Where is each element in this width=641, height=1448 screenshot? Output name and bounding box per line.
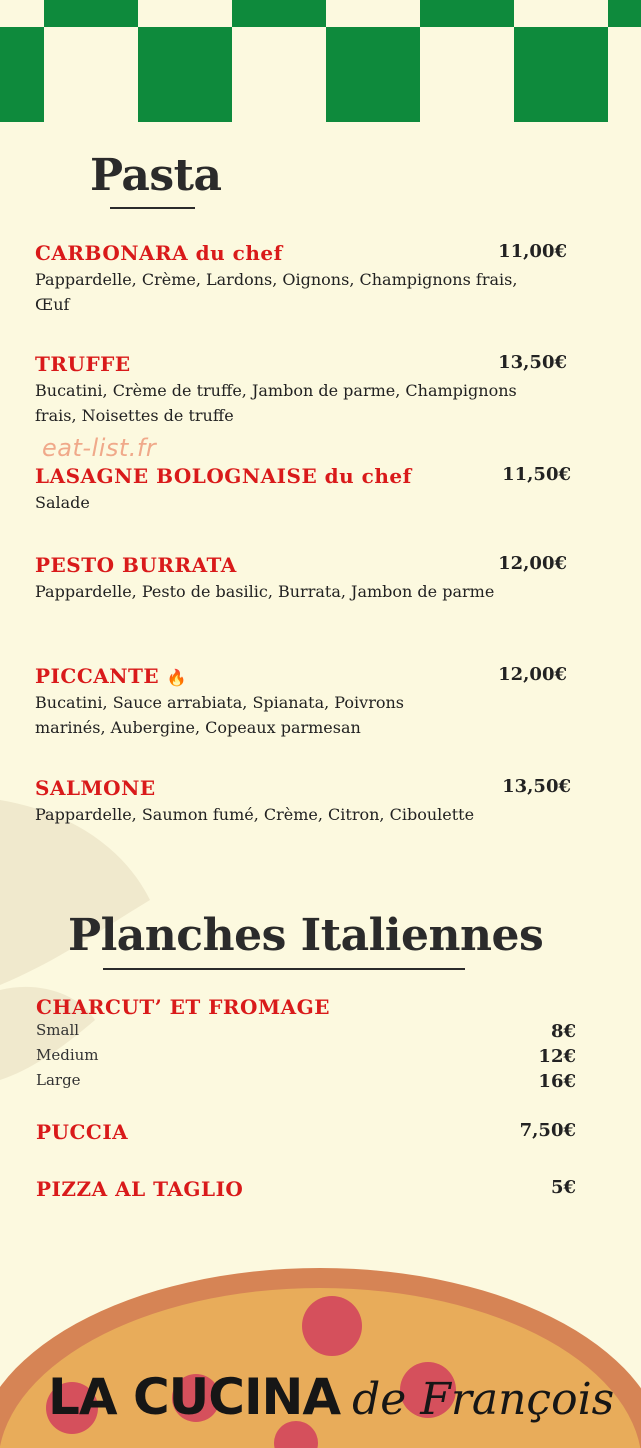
list-item [36, 1071, 576, 1096]
dish-price: 11,50€ [502, 464, 571, 485]
brand-name: LA CUCINA [48, 1368, 341, 1426]
pasta-title-underline [110, 207, 195, 209]
size-price-list [36, 1021, 576, 1096]
dish-price: 7,50€ [519, 1120, 576, 1141]
pasta-section-title: Pasta [90, 150, 222, 201]
dish-price: 5€ [550, 1177, 576, 1198]
dish-name: PESTO BURRATA [35, 553, 237, 577]
size-price: 8€ [550, 1021, 576, 1042]
list-item [36, 1021, 576, 1046]
dish-price: 12,00€ [498, 664, 567, 685]
checkered-header [0, 0, 641, 122]
size-price: 16€ [538, 1071, 576, 1092]
size-price: 12€ [538, 1046, 576, 1067]
flame-icon: 🔥 [166, 668, 188, 687]
dish-name: PUCCIA [36, 1120, 129, 1144]
dish-price: 13,50€ [502, 776, 571, 797]
dish-name-text: PICCANTE [35, 664, 160, 688]
dish-name: PIZZA AL TAGLIO [36, 1177, 244, 1201]
size-label: Small [36, 1021, 80, 1039]
brand-script: de François [352, 1374, 615, 1425]
size-label: Large [36, 1071, 81, 1089]
dish-price: 11,00€ [498, 241, 567, 262]
dish-description: Pappardelle, Pesto de basilic, Burrata, Jambon de parme [35, 582, 495, 601]
dish-description: Pappardelle, Crème, Lardons, Oignons, Champignons frais, Œuf [35, 270, 518, 314]
restaurant-logo [48, 1368, 614, 1426]
dish-description: Bucatini, Crème de truffe, Jambon de parme, Champignons frais, Noisettes de truffe [35, 381, 517, 425]
watermark-text: eat-list.fr [42, 434, 157, 462]
dish-name: CHARCUT’ ET FROMAGE [36, 995, 330, 1019]
dish-description: Pappardelle, Saumon fumé, Crème, Citron, Ciboulette [35, 805, 475, 824]
dish-name: CARBONARA du chef [35, 241, 283, 265]
planches-section-title: Planches Italiennes [68, 910, 544, 961]
dish-description: Bucatini, Sauce arrabiata, Spianata, Poivrons marinés, Aubergine, Copeaux parmesan [35, 693, 404, 737]
dish-name: SALMONE [35, 776, 156, 800]
dish-name: TRUFFE [35, 352, 131, 376]
dish-description: Salade [35, 493, 90, 512]
dish-name [35, 664, 187, 688]
size-label: Medium [36, 1046, 99, 1064]
list-item [36, 1046, 576, 1071]
dish-name: LASAGNE BOLOGNAISE du chef [35, 464, 412, 488]
dish-price: 12,00€ [498, 553, 567, 574]
planches-title-underline [103, 968, 465, 970]
dish-price: 13,50€ [498, 352, 567, 373]
